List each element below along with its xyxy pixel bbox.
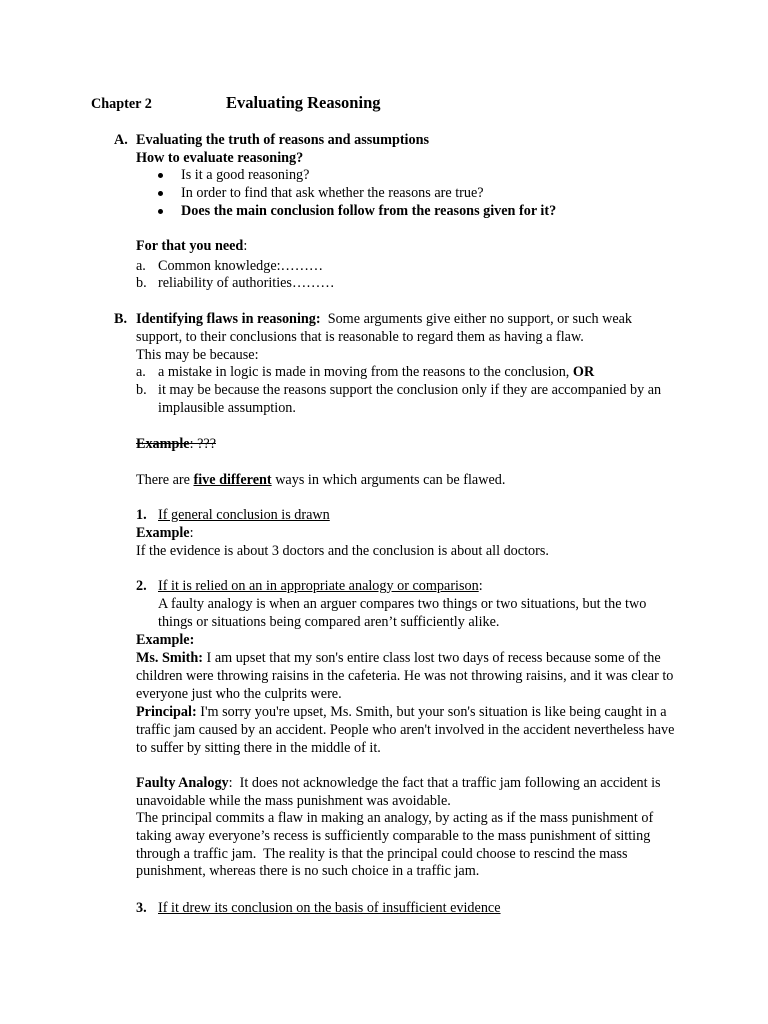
because-line: This may be because:: [136, 347, 259, 363]
bullet-icon: [158, 173, 163, 178]
need-marker: a.: [136, 258, 146, 274]
flaw-2-number: 2.: [136, 578, 147, 594]
reason-or: OR: [572, 364, 595, 380]
bullet-icon: [158, 191, 163, 196]
faulty-analogy-paragraph: Faulty Analogy: It does not acknowledge the fact that a traffic jam following an accident is unavoidable while the mass punishment was avoidable.: [136, 775, 665, 809]
section-b-marker: B.: [114, 311, 128, 327]
need-colon: :: [243, 238, 248, 254]
need-line: [136, 238, 247, 256]
bullet-item: Is it a good reasoning?: [181, 167, 310, 183]
principal-label: Principal:: [136, 704, 197, 720]
principal-paragraph: Principal: I'm sorry you're upset, Ms. Smith, but your son's situation is like being caught in a traffic jam caused by an accident. People who aren't involved in the accident nevertheless have to suffer by sitting there in the middle of it.: [136, 704, 675, 756]
five-ways-line: There are five different ways in which arguments can be flawed.: [136, 472, 506, 488]
example-struck-label: Example: [136, 436, 190, 452]
bullet-item: Does the main conclusion follow from the reasons given for it?: [181, 203, 557, 219]
need-marker: b.: [136, 275, 147, 291]
smith-paragraph: Ms. Smith: I am upset that my son's entire class lost two days of recess because some of the children were throwing raisins in the cafeteria. He was not throwing raisins, and it was clear to everyone just who the culprits were.: [136, 650, 674, 702]
flaw-2-title-line: If it is relied on an in appropriate analogy or comparison:: [158, 578, 483, 594]
section-b-intro: [136, 311, 681, 347]
flaw-2-title: If it is relied on an in appropriate analogy or comparison: [158, 578, 479, 594]
flaw-1-text: If the evidence is about 3 doctors and the conclusion is about all doctors.: [136, 543, 549, 559]
flaw-1-example: Example:: [136, 525, 194, 541]
flaw-1-title: If general conclusion is drawn: [158, 507, 330, 523]
section-b-intro-text: Some arguments give either no support, or such weak support, to their conclusions that is reasonable to regard them as having a flaw.: [136, 311, 636, 345]
flaw-3-number: 3.: [136, 900, 147, 916]
reason-item: [158, 364, 594, 382]
section-a-heading: Evaluating the truth of reasons and assumptions: [136, 132, 430, 148]
principal-flaw-paragraph: The principal commits a flaw in making an analogy, by acting as if the mass punishment of taking away everyone’s recess is sufficiently comparable to the mass punishment of sitting through a traffic jam. The reality is that the principal could choose to rescind the mass punishment, whereas there is no such choice in a traffic jam.: [136, 810, 657, 880]
faulty-analogy-label: Faulty Analogy: [136, 775, 229, 791]
flaw-2-example-label: Example:: [136, 632, 195, 648]
five-different: five different: [193, 472, 272, 488]
example-struck: [136, 436, 216, 454]
section-a-subheading: How to evaluate reasoning?: [136, 150, 304, 166]
reason-item: it may be because the reasons support the conclusion only if they are accompanied by an implausible assumption.: [158, 382, 662, 416]
reason-marker: a.: [136, 364, 146, 380]
chapter-title: Evaluating Reasoning: [226, 93, 381, 112]
example-struck-rest: : ???: [189, 436, 216, 452]
smith-label: Ms. Smith:: [136, 650, 203, 666]
bullet-icon: [158, 209, 163, 214]
need-label: For that you need: [136, 238, 244, 254]
flaw-2-definition: A faulty analogy is when an arguer compares two things or two situations, but the two things or situations being compared aren’t sufficiently alike.: [158, 596, 647, 630]
section-b-heading: Identifying flaws in reasoning:: [136, 311, 321, 327]
reason-text: a mistake in logic is made in moving from the reasons to the conclusion,: [158, 364, 573, 380]
flaw-1-number: 1.: [136, 507, 147, 523]
bullet-item: In order to find that ask whether the reasons are true?: [181, 185, 484, 201]
need-item: reliability of authorities………: [158, 275, 335, 291]
need-item: Common knowledge:………: [158, 258, 324, 274]
section-a-marker: A.: [114, 132, 128, 148]
reason-marker: b.: [136, 382, 147, 398]
chapter-label: Chapter 2: [91, 96, 152, 112]
flaw-3-title: If it drew its conclusion on the basis of insufficient evidence: [158, 900, 501, 916]
